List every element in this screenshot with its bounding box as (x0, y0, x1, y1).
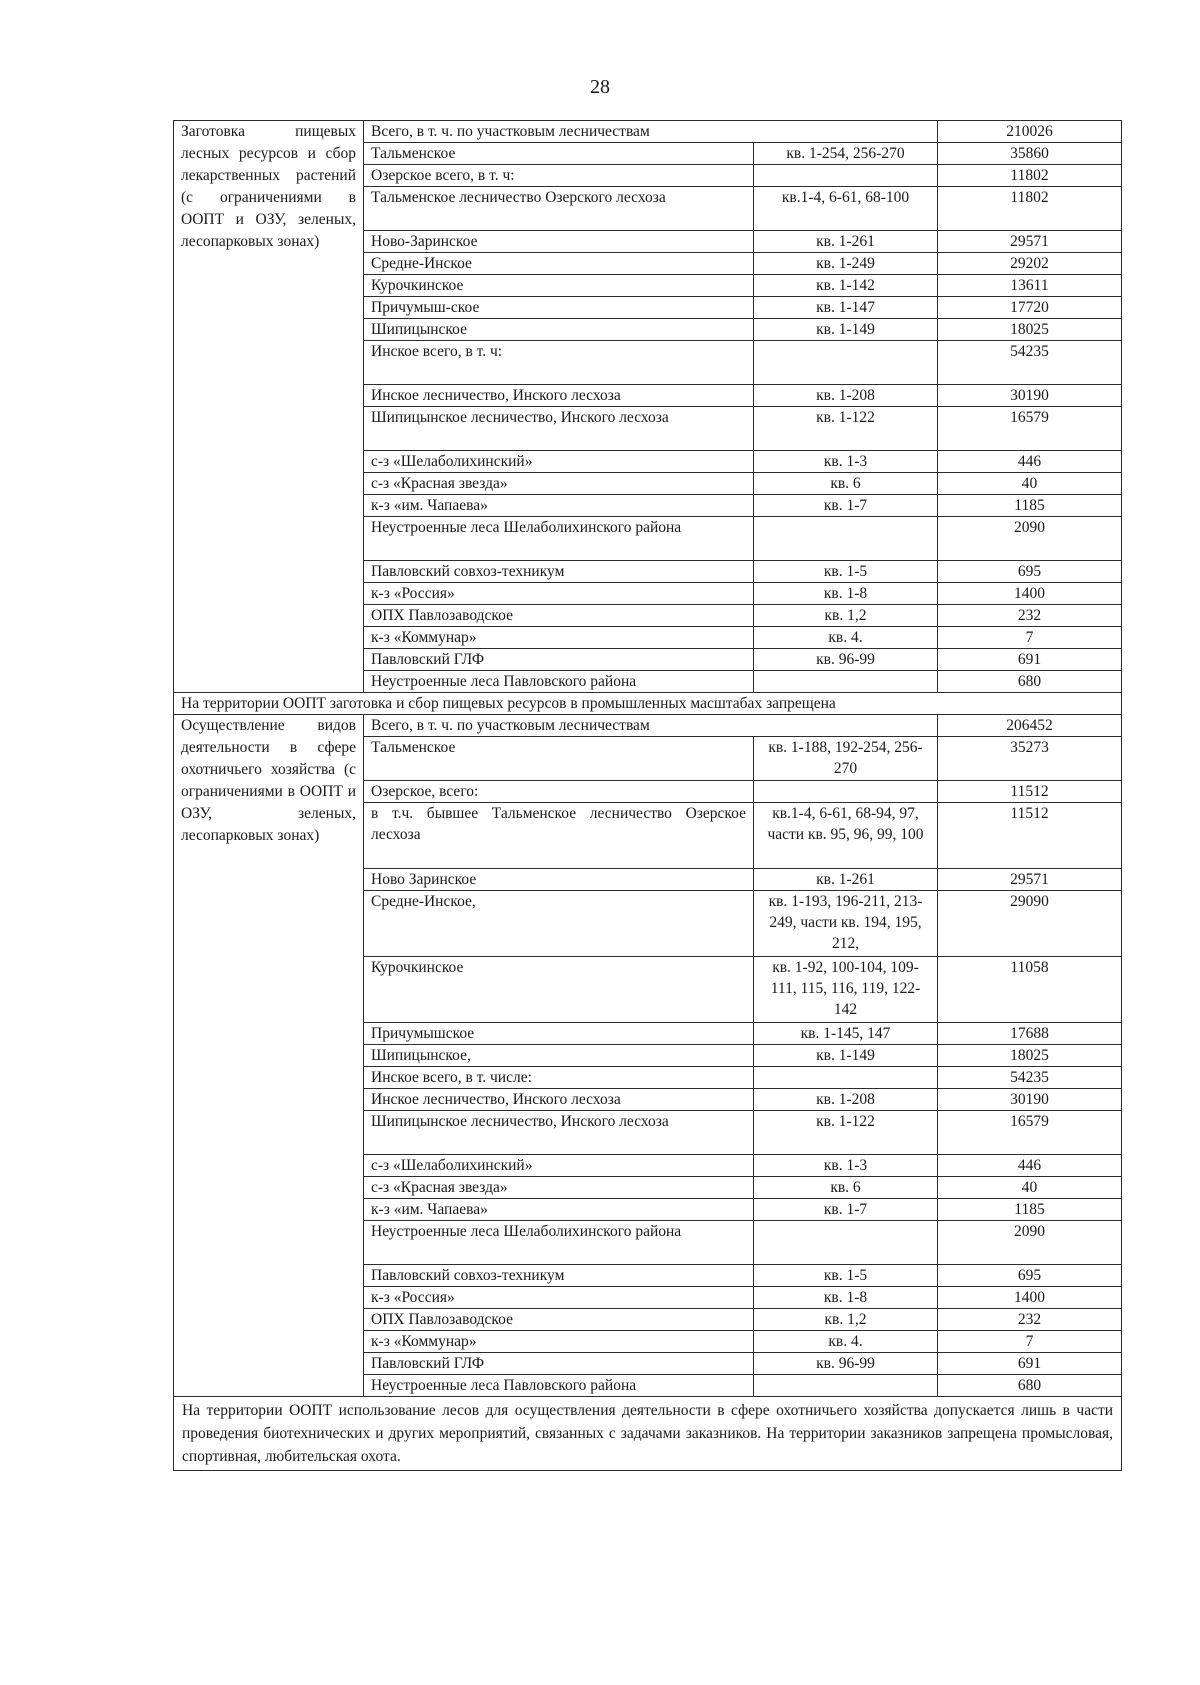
area-value: 17720 (938, 297, 1122, 319)
area-value: 680 (938, 671, 1122, 693)
quarters-value: кв. 96-99 (754, 1353, 938, 1375)
forestry-name: с-з «Шелаболихинский» (364, 451, 754, 473)
forestry-name: Шипицынское лесничество, Инского лесхоза (364, 1111, 754, 1155)
quarters-value: кв. 1-7 (754, 495, 938, 517)
forestry-name: Средне-Инское (364, 253, 754, 275)
quarters-value: кв. 1-92, 100-104, 109-111, 115, 116, 119, 122-142 (754, 957, 938, 1023)
area-value: 206452 (938, 715, 1122, 737)
forestry-name: Инское всего, в т. числе: (364, 1067, 754, 1089)
forestry-name: Ново-Заринское (364, 231, 754, 253)
area-value: 1185 (938, 1199, 1122, 1221)
quarters-value: кв. 4. (754, 1331, 938, 1353)
area-value: 35273 (938, 737, 1122, 781)
quarters-value: кв. 1-249 (754, 253, 938, 275)
forestry-name: Шипицынское лесничество, Инского лесхоза (364, 407, 754, 451)
quarters-value: кв.1-4, 6-61, 68-100 (754, 187, 938, 231)
quarters-value: кв. 1-208 (754, 1089, 938, 1111)
forestry-name: Неустроенные леса Павловского района (364, 671, 754, 693)
quarters-value: кв. 1-254, 256-270 (754, 143, 938, 165)
forestry-name: Павловский совхоз-техникум (364, 1265, 754, 1287)
forestry-name: к-з «Коммунар» (364, 1331, 754, 1353)
area-value: 11802 (938, 187, 1122, 231)
section2-note: На территории ООПТ использование лесов для осуществления деятельности в сфере охотничьего хозяйства допускается лишь в части проведения биотехнических и других мероприятий, связанных с задачами заказников. На территории заказников запрещена промысловая, спортивная, любительская охота. (174, 1397, 1122, 1471)
area-value: 232 (938, 605, 1122, 627)
area-value: 695 (938, 1265, 1122, 1287)
forestry-name: Тальменское лесничество Озерского лесхоза (364, 187, 754, 231)
quarters-value: кв. 1-145, 147 (754, 1023, 938, 1045)
quarters-value: кв. 1-149 (754, 1045, 938, 1067)
area-value: 7 (938, 1331, 1122, 1353)
area-value: 11058 (938, 957, 1122, 1023)
quarters-value: кв. 1,2 (754, 605, 938, 627)
area-value: 11512 (938, 803, 1122, 869)
area-value: 7 (938, 627, 1122, 649)
quarters-value: кв. 1-188, 192-254, 256-270 (754, 737, 938, 781)
quarters-value: кв. 1-5 (754, 1265, 938, 1287)
area-value: 30190 (938, 385, 1122, 407)
area-value: 11802 (938, 165, 1122, 187)
forestry-name: Причумышское (364, 1023, 754, 1045)
forestry-name: Тальменское (364, 737, 754, 781)
quarters-value (754, 1221, 938, 1265)
forestry-name: Озерское всего, в т. ч: (364, 165, 754, 187)
forestry-name: Шипицынское (364, 319, 754, 341)
quarters-value: кв. 4. (754, 627, 938, 649)
area-value: 2090 (938, 517, 1122, 561)
area-value: 40 (938, 473, 1122, 495)
area-value: 16579 (938, 407, 1122, 451)
forestry-name: к-з «Россия» (364, 583, 754, 605)
forestry-name: Инское лесничество, Инского лесхоза (364, 1089, 754, 1111)
forestry-name: с-з «Красная звезда» (364, 1177, 754, 1199)
quarters-value (754, 341, 938, 385)
forestry-name: Курочкинское (364, 957, 754, 1023)
area-value: 16579 (938, 1111, 1122, 1155)
quarters-value (754, 1375, 938, 1397)
quarters-value: кв. 1-3 (754, 451, 938, 473)
quarters-value: кв. 1-193, 196-211, 213-249, части кв. 194, 195, 212, (754, 891, 938, 957)
table-row (174, 121, 1122, 143)
area-value: 210026 (938, 121, 1122, 143)
area-value: 691 (938, 1353, 1122, 1375)
quarters-value: кв. 1-261 (754, 231, 938, 253)
area-value: 2090 (938, 1221, 1122, 1265)
forestry-name: Всего, в т. ч. по участковым лесничествам (364, 121, 938, 143)
quarters-value: кв. 96-99 (754, 649, 938, 671)
table-body (174, 121, 1122, 1471)
area-value: 29202 (938, 253, 1122, 275)
area-value: 1185 (938, 495, 1122, 517)
forestry-name: с-з «Шелаболихинский» (364, 1155, 754, 1177)
quarters-value: кв.1-4, 6-61, 68-94, 97, части кв. 95, 96, 99, 100 (754, 803, 938, 869)
quarters-value: кв. 1-5 (754, 561, 938, 583)
forestry-name: в т.ч. бывшее Тальменское лесничество Озерское лесхоза (364, 803, 754, 869)
area-value: 54235 (938, 1067, 1122, 1089)
forestry-name: Курочкинское (364, 275, 754, 297)
quarters-value: кв. 1-261 (754, 869, 938, 891)
forestry-name: Озерское, всего: (364, 781, 754, 803)
area-value: 446 (938, 1155, 1122, 1177)
quarters-value: кв. 1-149 (754, 319, 938, 341)
quarters-value (754, 517, 938, 561)
area-value: 35860 (938, 143, 1122, 165)
quarters-value (754, 1067, 938, 1089)
quarters-value: кв. 1-8 (754, 1287, 938, 1309)
section1-category: Заготовка пищевых лесных ресурсов и сбор лекарственных растений (с ограничениями в ООПТ и ОЗУ, зеленых, лесопарковых зонах) (174, 121, 364, 693)
area-value: 18025 (938, 319, 1122, 341)
quarters-value: кв. 6 (754, 1177, 938, 1199)
area-value: 232 (938, 1309, 1122, 1331)
table-row (174, 715, 1122, 737)
quarters-value: кв. 1-8 (754, 583, 938, 605)
quarters-value (754, 781, 938, 803)
area-value: 40 (938, 1177, 1122, 1199)
forestry-name: Тальменское (364, 143, 754, 165)
forestry-name: Причумыш-ское (364, 297, 754, 319)
quarters-value: кв. 1-3 (754, 1155, 938, 1177)
forestry-name: Павловский ГЛФ (364, 649, 754, 671)
note-row (174, 693, 1122, 715)
forestry-name: Неустроенные леса Шелаболихинского района (364, 1221, 754, 1265)
forestry-name: с-з «Красная звезда» (364, 473, 754, 495)
quarters-value: кв. 1,2 (754, 1309, 938, 1331)
forestry-name: Неустроенные леса Шелаболихинского района (364, 517, 754, 561)
area-value: 446 (938, 451, 1122, 473)
page-number: 28 (590, 76, 610, 98)
forestry-name: к-з «им. Чапаева» (364, 1199, 754, 1221)
area-value: 29090 (938, 891, 1122, 957)
area-value: 54235 (938, 341, 1122, 385)
forestry-name: Средне-Инское, (364, 891, 754, 957)
area-value: 13611 (938, 275, 1122, 297)
forest-use-table (173, 120, 1122, 1471)
forestry-name: Инское всего, в т. ч: (364, 341, 754, 385)
quarters-value: кв. 1-142 (754, 275, 938, 297)
section1-note: На территории ООПТ заготовка и сбор пищевых ресурсов в промышленных масштабах запрещена (174, 693, 1122, 715)
forestry-name: к-з «им. Чапаева» (364, 495, 754, 517)
area-value: 695 (938, 561, 1122, 583)
area-value: 11512 (938, 781, 1122, 803)
quarters-value (754, 671, 938, 693)
section2-category: Осуществление видов деятельности в сфере охотничьего хозяйства (с ограничениями в ООПТ и ОЗУ, зеленых, лесопарковых зонах) (174, 715, 364, 1397)
area-value: 680 (938, 1375, 1122, 1397)
quarters-value (754, 165, 938, 187)
forestry-name: Шипицынское, (364, 1045, 754, 1067)
forestry-name: ОПХ Павлозаводское (364, 605, 754, 627)
area-value: 29571 (938, 869, 1122, 891)
quarters-value: кв. 1-122 (754, 407, 938, 451)
forestry-name: Ново Заринское (364, 869, 754, 891)
note-row (174, 1397, 1122, 1471)
area-value: 1400 (938, 583, 1122, 605)
area-value: 30190 (938, 1089, 1122, 1111)
area-value: 29571 (938, 231, 1122, 253)
area-value: 691 (938, 649, 1122, 671)
quarters-value: кв. 1-122 (754, 1111, 938, 1155)
forestry-name: Неустроенные леса Павловского района (364, 1375, 754, 1397)
quarters-value: кв. 1-7 (754, 1199, 938, 1221)
quarters-value: кв. 1-208 (754, 385, 938, 407)
forestry-name: Инское лесничество, Инского лесхоза (364, 385, 754, 407)
forestry-name: к-з «Россия» (364, 1287, 754, 1309)
forestry-name: ОПХ Павлозаводское (364, 1309, 754, 1331)
area-value: 1400 (938, 1287, 1122, 1309)
forestry-name: Всего, в т. ч. по участковым лесничествам (364, 715, 938, 737)
forestry-name: Павловский совхоз-техникум (364, 561, 754, 583)
forestry-name: Павловский ГЛФ (364, 1353, 754, 1375)
area-value: 18025 (938, 1045, 1122, 1067)
forestry-name: к-з «Коммунар» (364, 627, 754, 649)
area-value: 17688 (938, 1023, 1122, 1045)
quarters-value: кв. 6 (754, 473, 938, 495)
quarters-value: кв. 1-147 (754, 297, 938, 319)
